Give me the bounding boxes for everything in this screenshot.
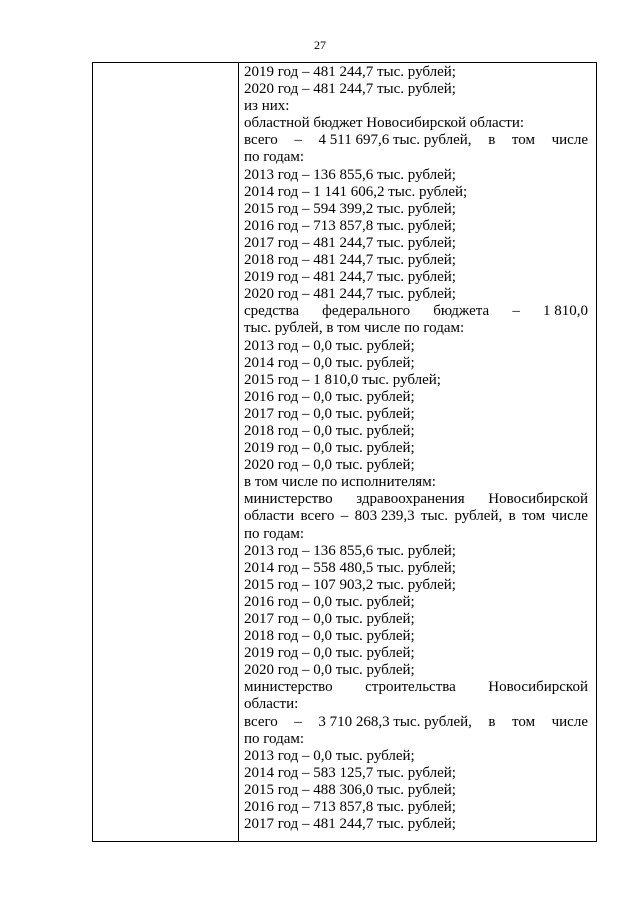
text-word: Новосибирской bbox=[488, 679, 588, 696]
text-line: 2018 год – 0,0 тыс. рублей; bbox=[244, 628, 415, 645]
text-word: строительства bbox=[365, 679, 456, 696]
text-line: 2015 год – 1 810,0 тыс. рублей; bbox=[244, 371, 441, 388]
text-word: федерального bbox=[322, 303, 411, 320]
text-line: 2017 год – 481 244,7 тыс. рублей; bbox=[244, 234, 456, 251]
text-line: 2013 год – 136 855,6 тыс. рублей; bbox=[244, 166, 456, 183]
text-line: 2019 год – 481 244,7 тыс. рублей; bbox=[244, 269, 456, 286]
text-line: 2013 год – 136 855,6 тыс. рублей; bbox=[244, 542, 456, 559]
text-line: 2019 год – 0,0 тыс. рублей; bbox=[244, 645, 415, 662]
text-line: области: bbox=[244, 696, 299, 713]
text-line: 2018 год – 0,0 тыс. рублей; bbox=[244, 422, 415, 439]
text-word: в bbox=[488, 132, 496, 149]
text-line: 2014 год – 558 480,5 тыс. рублей; bbox=[244, 559, 456, 576]
text-word: – bbox=[512, 303, 520, 320]
text-word: 3 710 268,3 тыс. рублей, bbox=[318, 713, 472, 730]
text-line: в том числе по исполнителям: bbox=[244, 474, 436, 491]
text-line: по годам: bbox=[244, 730, 305, 747]
table-right-cell bbox=[239, 63, 596, 833]
text-word: министерство bbox=[244, 679, 333, 696]
text-line: 2014 год – 583 125,7 тыс. рублей; bbox=[244, 764, 456, 781]
text-line bbox=[244, 714, 588, 731]
text-word: – bbox=[340, 508, 349, 525]
text-word: всего bbox=[244, 132, 278, 149]
text-line: 2020 год – 0,0 тыс. рублей; bbox=[244, 457, 415, 474]
text-line bbox=[244, 303, 588, 320]
text-line bbox=[244, 679, 588, 696]
text-line: из них: bbox=[244, 98, 290, 115]
text-line: по годам: bbox=[244, 525, 305, 542]
text-line: 2020 год – 481 244,7 тыс. рублей; bbox=[244, 286, 456, 303]
text-line: 2018 год – 481 244,7 тыс. рублей; bbox=[244, 252, 456, 269]
text-word: – bbox=[294, 132, 302, 149]
text-word: здравоохранения bbox=[356, 491, 465, 508]
text-line: 2013 год – 0,0 тыс. рублей; bbox=[244, 337, 415, 354]
text-line: 2016 год – 0,0 тыс. рублей; bbox=[244, 388, 415, 405]
text-line: 2017 год – 0,0 тыс. рублей; bbox=[244, 405, 415, 422]
text-word: 803 239,3 bbox=[354, 508, 415, 525]
text-line: 2020 год – 0,0 тыс. рублей; bbox=[244, 662, 415, 679]
text-line bbox=[244, 491, 588, 508]
text-word: числе bbox=[551, 713, 588, 730]
page-number: 27 bbox=[314, 38, 326, 52]
text-line: 2020 год – 481 244,7 тыс. рублей; bbox=[244, 81, 456, 98]
text-line: 2016 год – 713 857,8 тыс. рублей; bbox=[244, 217, 456, 234]
text-line bbox=[244, 508, 588, 525]
text-word: – bbox=[294, 713, 302, 730]
text-line: по годам: bbox=[244, 149, 305, 166]
text-word: всего bbox=[300, 508, 335, 525]
financing-table bbox=[92, 62, 597, 842]
text-line: 2016 год – 713 857,8 тыс. рублей; bbox=[244, 799, 456, 816]
text-line: 2019 год – 0,0 тыс. рублей; bbox=[244, 440, 415, 457]
text-word: средства bbox=[244, 303, 300, 320]
text-word: числе bbox=[551, 132, 588, 149]
text-line: 2015 год – 594 399,2 тыс. рублей; bbox=[244, 200, 456, 217]
text-word: всего bbox=[244, 713, 278, 730]
text-line: 2016 год – 0,0 тыс. рублей; bbox=[244, 593, 415, 610]
text-word: том bbox=[511, 132, 535, 149]
text-line: 2017 год – 0,0 тыс. рублей; bbox=[244, 611, 415, 627]
text-line: 2013 год – 0,0 тыс. рублей; bbox=[244, 747, 415, 764]
text-line: тыс. рублей, в том числе по годам: bbox=[244, 320, 465, 337]
text-word: том bbox=[512, 713, 536, 730]
text-word: бюджета bbox=[433, 303, 490, 320]
text-line bbox=[244, 132, 588, 149]
text-word: Новосибирской bbox=[488, 491, 588, 508]
text-word: тыс. bbox=[421, 508, 449, 525]
text-word: числе bbox=[551, 508, 588, 525]
text-word: министерство bbox=[244, 491, 333, 508]
text-word: области bbox=[244, 508, 295, 525]
text-word: в bbox=[488, 713, 496, 730]
text-word: 4 511 697,6 тыс. рублей, bbox=[318, 132, 472, 149]
text-word: в bbox=[508, 508, 516, 525]
text-line: 2015 год – 488 306,0 тыс. рублей; bbox=[244, 781, 456, 798]
text-line: 2015 год – 107 903,2 тыс. рублей; bbox=[244, 576, 456, 593]
text-line: 2014 год – 1 141 606,2 тыс. рублей; bbox=[244, 183, 468, 200]
text-word: 1 810,0 bbox=[542, 303, 588, 320]
text-line: 2019 год – 481 244,7 тыс. рублей; bbox=[244, 64, 456, 80]
text-line: 2017 год – 481 244,7 тыс. рублей; bbox=[244, 816, 456, 833]
text-word: рублей, bbox=[454, 508, 503, 525]
table-left-cell bbox=[93, 63, 238, 841]
text-word: том bbox=[522, 508, 546, 525]
text-line: областной бюджет Новосибирской области: bbox=[244, 115, 525, 132]
text-line: 2014 год – 0,0 тыс. рублей; bbox=[244, 354, 415, 371]
